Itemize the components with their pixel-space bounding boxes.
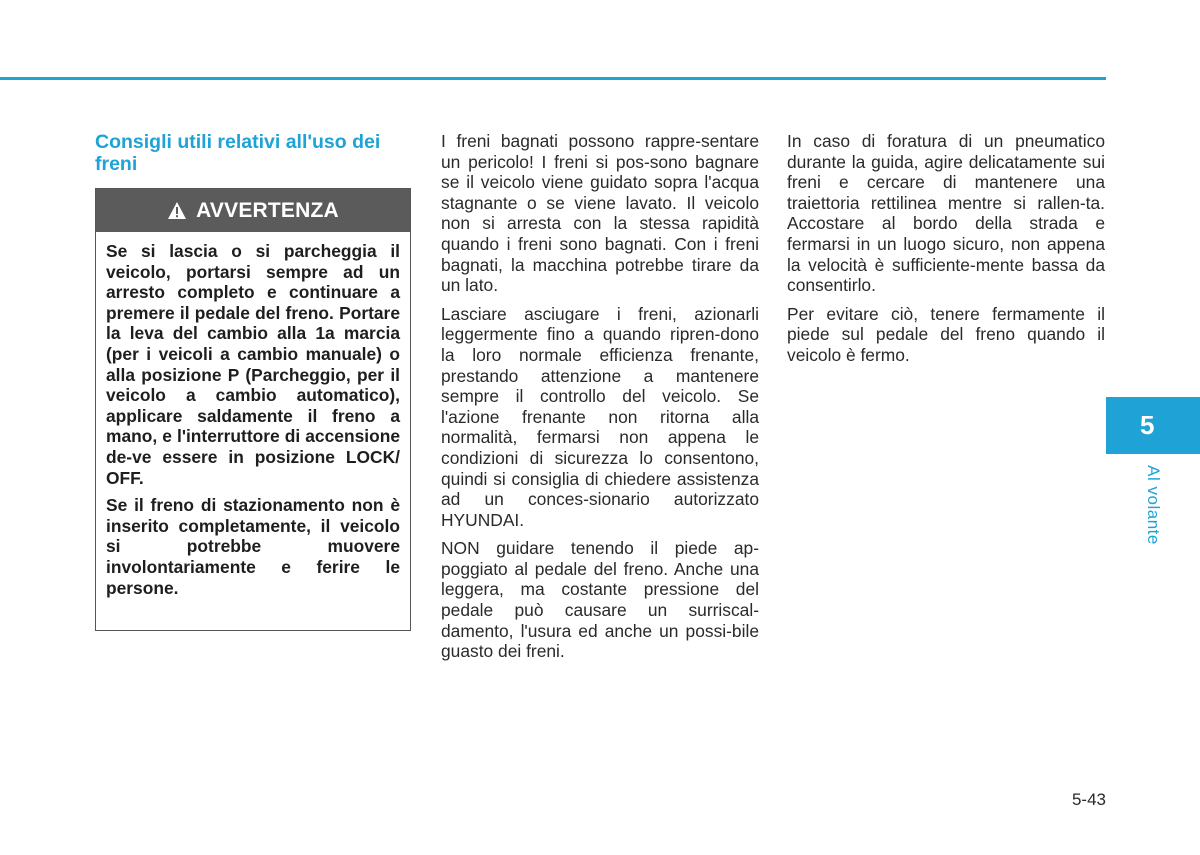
warning-paragraph: Se il freno di stazionamento non è inserito completamente, il veicolo si potrebbe muovere involontariamente e ferire le persone. (106, 495, 400, 598)
chapter-tab (1106, 397, 1200, 454)
section-title: Consigli utili relativi all'uso dei freni (95, 131, 381, 175)
warning-triangle-icon (167, 201, 187, 220)
warning-body (96, 232, 410, 598)
body-paragraph: Per evitare ciò, tenere fermamente il piede sul pedale del freno quando il veicolo è fermo. (787, 303, 1105, 365)
page-number: 5-43 (1071, 790, 1106, 809)
warning-title: AVVERTENZA (196, 198, 339, 222)
chapter-label: Al volante (1144, 465, 1163, 545)
body-paragraph: In caso di foratura di un pneumatico durante la guida, agire delicatamente sui freni e cercare di mantenere una traiettoria rettilinea mentre si rallen-ta. Accostare al bordo della strada e fermarsi in un luogo sicuro, non appena la velocità è sufficiente-mente bassa da consentirlo. (787, 131, 1105, 296)
warning-box (95, 188, 411, 631)
right-column (787, 131, 1105, 374)
chapter-number: 5 (1140, 410, 1155, 440)
warning-header (96, 189, 410, 232)
body-paragraph: Lasciare asciugare i freni, azionarli leggermente fino a quando ripren-dono la loro normale efficienza frenante, prestando attenzione a mantenere sempre il controllo del veicolo. Se l'azione frenante non ritorna alla normalità, fermarsi non appena le condizioni di sicurezza lo consentono, quindi si consiglia di chiedere assistenza ad un conces-sionario autorizzato HYUNDAI. (441, 303, 759, 530)
warning-paragraph: Se si lascia o si parcheggia il veicolo, portarsi sempre ad un arresto completo e continuare a premere il pedale del freno. Portare la leva del cambio alla 1a marcia (per i veicoli a cambio manuale) o alla posizione P (Parcheggio, per il veicolo a cambio automatico), applicare saldamente il freno a mano, e l'interruttore di accensione de-ve essere in posizione LOCK/ OFF. (106, 241, 400, 488)
top-rule (0, 77, 1106, 80)
body-paragraph: I freni bagnati possono rappre-sentare un pericolo! I freni si pos-sono bagnare se il veicolo viene guidato sopra l'acqua stagnante o se viene lavato. Il veicolo non si arresta con la stessa rapidità quando i freni sono bagnati. Con i freni bagnati, la macchina potrebbe tirare da un lato. (441, 131, 759, 296)
body-paragraph: NON guidare tenendo il piede ap-poggiato al pedale del freno. Anche una leggera, ma costante pressione del pedale può causare un surriscal-damento, l'usura ed anche un possi-bile guasto dei freni. (441, 538, 759, 662)
middle-column (441, 131, 759, 670)
